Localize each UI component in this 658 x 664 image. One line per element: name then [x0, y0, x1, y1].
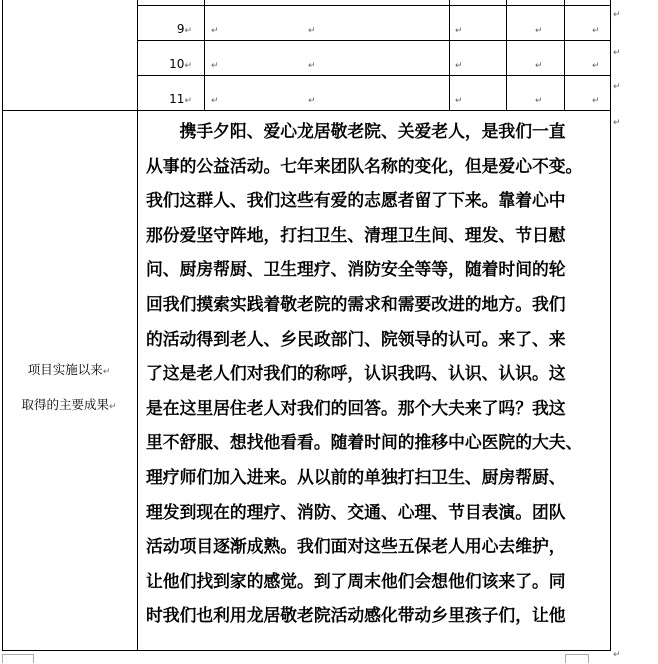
paragraph-line: 是在这里居住老人对我们的回答。那个大夫来了吗？我这 — [146, 397, 566, 418]
column-divider-5 — [564, 0, 565, 110]
row-end-mark: ↵ — [613, 10, 621, 20]
cell-mark: ↵ — [308, 61, 316, 71]
paragraph-line: 了这是老人们对我们的称呼，认识我吗、认识、认识。这 — [146, 363, 566, 384]
row-end-mark: ↵ — [613, 82, 621, 92]
cell-mark: ↵ — [455, 96, 463, 106]
cell-mark: ↵ — [308, 96, 316, 106]
row-end-mark: ↵ — [613, 118, 621, 128]
cell-mark: ↵ — [455, 61, 463, 71]
row-number: 10↵ — [169, 57, 192, 71]
row-divider-9-top — [137, 5, 611, 6]
section-divider — [2, 110, 611, 111]
cell-mark: ↵ — [211, 61, 219, 71]
paragraph-line: 理发到现在的理疗、消防、交通、心理、节目表演。团队 — [146, 501, 566, 522]
cell-mark: ↵ — [535, 61, 543, 71]
column-divider-4 — [506, 0, 507, 110]
paragraph-line: 携手夕阳、爱心龙居敬老院、关爱老人，是我们一直 — [146, 121, 566, 141]
achievements-label-line1: 项目实施以来↵ — [27, 362, 111, 377]
paragraph-line: 问、厨房帮厨、卫生理疗、消防安全等等，随着时间的轮 — [146, 259, 566, 280]
paragraph-line: 回我们摸索实践着敬老院的需求和需要改进的地方。我们 — [146, 293, 566, 314]
achievements-paragraph — [146, 114, 606, 633]
column-divider-3 — [449, 0, 450, 110]
paragraph-line: 我们这群人、我们这些有爱的志愿者留了下来。靠着心中 — [146, 190, 566, 211]
cell-mark: ↵ — [308, 26, 316, 36]
table-right-border — [610, 0, 611, 651]
cell-mark: ↵ — [211, 26, 219, 36]
num-column-divider — [204, 0, 205, 110]
cell-mark: ↵ — [211, 96, 219, 106]
cell-mark: ↵ — [592, 26, 600, 36]
paragraph-line: 里不舒服、想找他看看。随着时间的推移中心医院的大夫、 — [146, 432, 583, 453]
table-resize-handle-right[interactable] — [565, 654, 589, 663]
row-end-mark: ↵ — [613, 650, 621, 660]
cell-mark: ↵ — [535, 96, 543, 106]
cell-mark: ↵ — [535, 26, 543, 36]
achievements-label-line2: 取得的主要成果↵ — [21, 397, 117, 412]
paragraph-line: 让他们找到家的感觉。到了周末他们会想他们该来了。同 — [146, 570, 566, 591]
table-resize-handle[interactable] — [2, 654, 34, 663]
cell-mark: ↵ — [455, 26, 463, 36]
row-divider-11-top — [137, 75, 611, 76]
row-end-mark: ↵ — [613, 48, 621, 58]
table-left-border — [2, 0, 3, 651]
table-bottom-border — [2, 650, 611, 651]
paragraph-line: 从事的公益活动。七年来团队名称的变化，但是爱心不变。 — [146, 155, 583, 176]
row-number: 11↵ — [169, 92, 192, 106]
paragraph-line: 的活动得到老人、乡民政部门、院领导的认可。来了、来 — [146, 328, 566, 349]
paragraph-line: 时我们也利用龙居敬老院活动感化带动乡里孩子们，让他 — [146, 605, 566, 626]
paragraph-line: 活动项目逐渐成熟。我们面对这些五保老人用心去维护， — [146, 536, 566, 557]
cell-mark: ↵ — [592, 96, 600, 106]
paragraph-line: 理疗师们加入进来。从以前的单独打扫卫生、厨房帮厨、 — [146, 466, 566, 487]
row-divider-10-top — [137, 40, 611, 41]
label-column-divider — [137, 0, 138, 651]
row-number: 9↵ — [176, 22, 192, 36]
cell-mark: ↵ — [592, 61, 600, 71]
paragraph-line: 那份爱坚守阵地，打扫卫生、清理卫生间、理发、节日慰 — [146, 224, 566, 245]
